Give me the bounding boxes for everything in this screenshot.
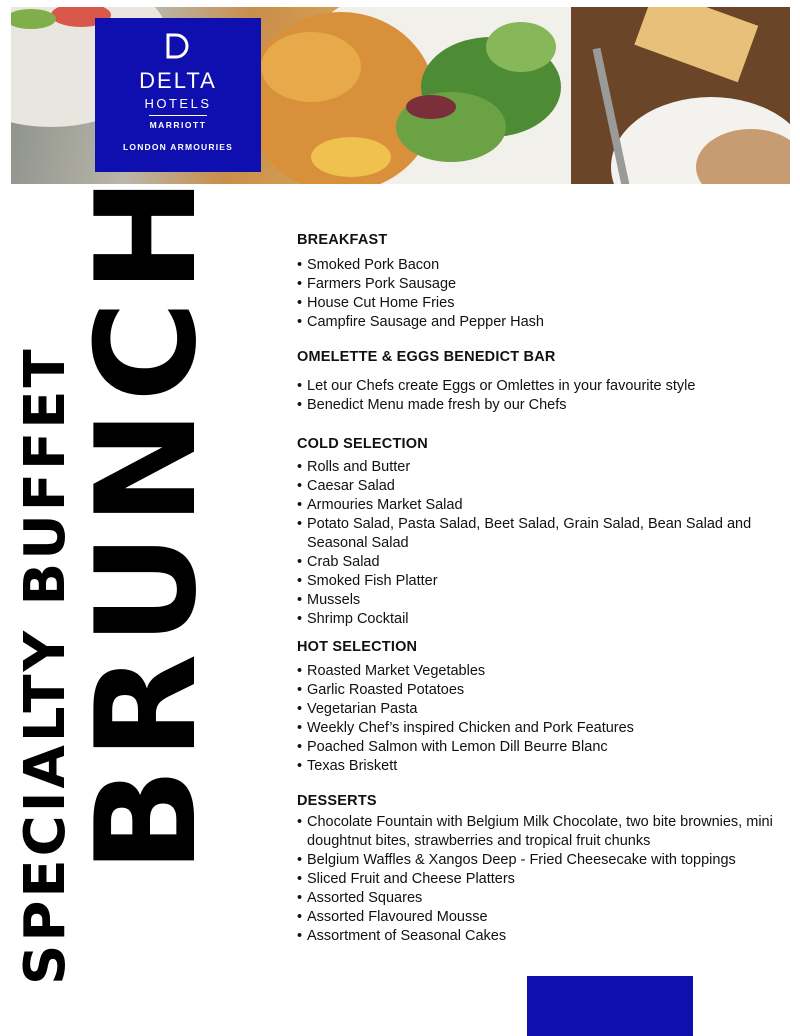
section-breakfast (297, 232, 544, 332)
list-item: • Crab Salad (297, 553, 777, 572)
list-item: • Potato Salad, Pasta Salad, Beet Salad, Grain Salad, Bean Salad and Seasonal Salad (297, 515, 777, 553)
list-item: • Caesar Salad (297, 477, 777, 496)
item-list (297, 813, 777, 946)
list-item: • Benedict Menu made fresh by our Chefs (297, 396, 695, 415)
section-cold-selection (297, 436, 777, 629)
accent-block (527, 976, 693, 1036)
logo-brand: DELTA (139, 68, 217, 93)
list-item: • Assorted Flavoured Mousse (297, 908, 777, 927)
logo-location: LONDON ARMOURIES (122, 142, 234, 152)
list-item: • Vegetarian Pasta (297, 700, 634, 719)
list-item: • Farmers Pork Sausage (297, 275, 544, 294)
list-item: • Shrimp Cocktail (297, 610, 777, 629)
section-desserts (297, 793, 777, 946)
section-title: HOT SELECTION (297, 639, 418, 655)
delta-hotels-logo (95, 18, 261, 172)
list-item: • Let our Chefs create Eggs or Omlettes in your favourite style (297, 377, 695, 396)
section-title: BREAKFAST (297, 232, 388, 248)
list-item: • Mussels (297, 591, 777, 610)
list-item: • Chocolate Fountain with Belgium Milk Chocolate, two bite brownies, mini doughtnut bites, strawberries and tropical fruit chunks (297, 813, 777, 851)
list-item: • Belgium Waffles & Xangos Deep - Fried Cheesecake with toppings (297, 851, 777, 870)
list-item: • Texas Briskett (297, 757, 634, 776)
section-title: COLD SELECTION (297, 436, 428, 452)
item-list (297, 662, 634, 776)
section-title: DESSERTS (297, 793, 377, 809)
heading-specialty-buffet: SPECIALTY BUFFET (13, 346, 78, 985)
list-item: • Sliced Fruit and Cheese Platters (297, 870, 777, 889)
list-item: • Assortment of Seasonal Cakes (297, 927, 777, 946)
section-hot-selection (297, 639, 634, 776)
item-list (297, 377, 695, 415)
list-item: • Smoked Fish Platter (297, 572, 777, 591)
list-item: • Smoked Pork Bacon (297, 256, 544, 275)
logo-divider (149, 115, 207, 116)
section-title: OMELETTE & EGGS BENEDICT BAR (297, 349, 556, 365)
list-item: • Roasted Market Vegetables (297, 662, 634, 681)
list-item: • Campfire Sausage and Pepper Hash (297, 313, 544, 332)
heading-brunch: BRUNCH (66, 169, 227, 873)
list-item: • Poached Salmon with Lemon Dill Beurre Blanc (297, 738, 634, 757)
list-item: • Garlic Roasted Potatoes (297, 681, 634, 700)
list-item: • Assorted Squares (297, 889, 777, 908)
section-omelette-benedict (297, 349, 695, 415)
logo-hotels: HOTELS (144, 96, 212, 111)
list-item: • Weekly Chef’s inspired Chicken and Pork Features (297, 719, 634, 738)
delta-logo-icon (164, 32, 192, 60)
item-list (297, 458, 777, 629)
list-item: • Armouries Market Salad (297, 496, 777, 515)
item-list (297, 256, 544, 332)
logo-marriott: MARRIOTT (149, 120, 207, 130)
list-item: • Rolls and Butter (297, 458, 777, 477)
list-item: • House Cut Home Fries (297, 294, 544, 313)
